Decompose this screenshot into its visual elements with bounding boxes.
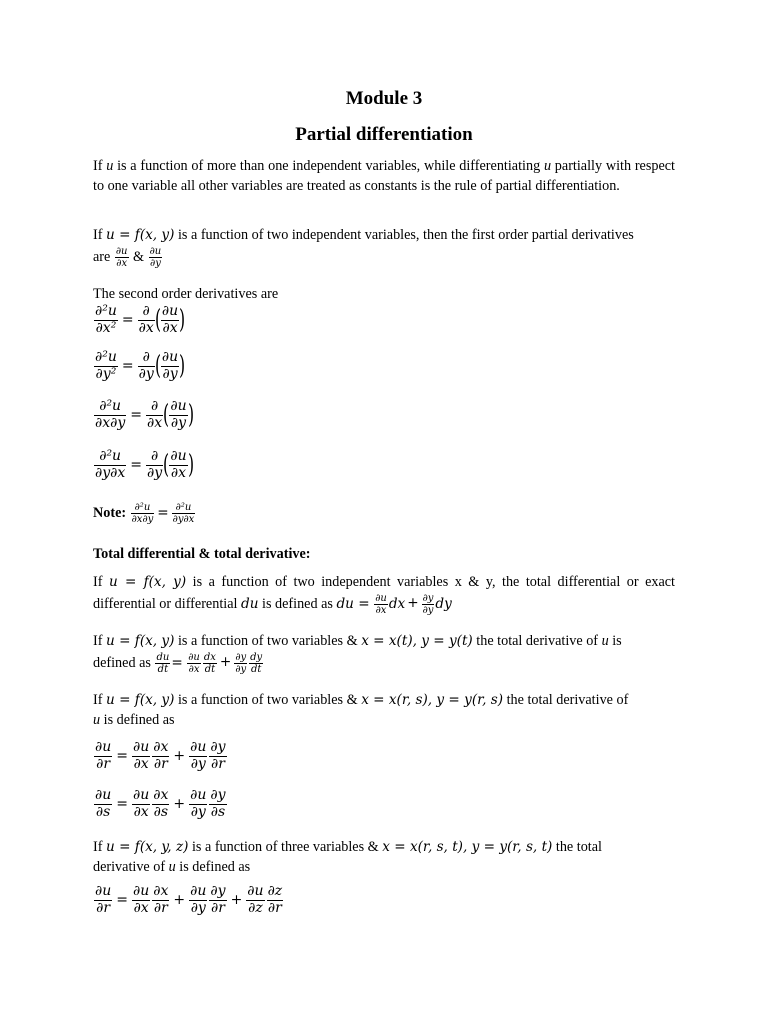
- page-title: Partial differentiation: [295, 124, 473, 145]
- chain-rule-s: $\frac{\partial u}{\partial s}$ = $\frac{\partial u}{\partial x}$ $\frac{\partial x}{\partial s}$ + $\frac{\partial u}{\partial y}$ $\frac{\partial y}{\partial s}$: [95, 787, 226, 820]
- second-order-label: The second order derivatives are: [93, 286, 279, 302]
- module-heading: Module 3: [345, 88, 423, 109]
- chain-rule-three-variables: $\frac{\partial u}{\partial r}$ = $\frac{\partial u}{\partial x}$ $\frac{\partial x}{\partial r}$ + $\frac{\partial u}{\partial y}$ $\frac{\partial y}{\partial r}$ + $\frac{\partial u}{\partial z}$ $\frac{\partial z}{\partial r}$: [95, 883, 283, 916]
- du-dx-fraction: $\frac{\partial u}{\partial x}$: [115, 245, 128, 269]
- total-differential-paragraph: If u = f(x, y) is a function of two independent variables x & y, the total differential or exact differential or differential du is defined as du = $\frac{\partial u}{\partial x}$ dx + $\frac{\partial y}{\partial y}$ dy: [93, 574, 676, 616]
- first-order-paragraph: If u = f(x, y) is a function of two independent variables, then the first order partial derivatives are $\frac{\partial u}{\partial x}$ & $\frac{\partial u}{\partial y}$: [93, 227, 634, 269]
- second-derivative-xx: $\frac{\text{∂²u}}{\text{∂x²}}$ = ∂ ∂x ( $\frac{\partial u}{\partial x}$ ): [95, 303, 186, 336]
- total-derivative-rs-paragraph: If u = f(x, y) is a function of two variables & x = x(r, s), y = y(r, s) the total derivative of u is defined as: [93, 692, 629, 728]
- note-line: Note: $\frac{\text{∂²u}}{\partial x\partial y}$ = $\frac{\text{∂²u}}{\partial y\partial x}$: [93, 502, 195, 526]
- chain-rule-r: $\frac{\partial u}{\partial r}$ = $\frac{\partial u}{\partial x}$ $\frac{\partial x}{\partial r}$ + $\frac{\partial u}{\partial y}$ $\frac{\partial y}{\partial r}$: [95, 739, 226, 772]
- second-derivative-yy: $\frac{\text{∂²u}}{\text{∂y²}}$ = ∂ ∂y ( $\frac{\partial u}{\partial y}$ ): [95, 349, 186, 382]
- second-derivative-yx: $\frac{\text{∂²u}}{\partial y\partial x}$ = ∂ ∂y ( $\frac{\partial u}{\partial x}$ ): [95, 448, 194, 481]
- second-derivative-xy: $\frac{\text{∂²u}}{\partial x\partial y}$ = ∂ ∂x ( $\frac{\partial u}{\partial y}$ ): [95, 398, 194, 431]
- intro-paragraph: If u is a function of more than one independent variables, while differentiating u partially with respect to one variable all other variables are treated as constants is the rule of partial differentiation.: [93, 158, 675, 194]
- total-derivative-t-paragraph: If u = f(x, y) is a function of two variables & x = x(t), y = y(t) the total derivative of u is defined as $\frac{du}{dt}$ = $\frac{\partial u}{\partial x}$ $\frac{dx}{dt}$ + $\frac{\partial y}{\partial y}$ $\frac{dy}{dt}$: [93, 633, 622, 675]
- section-heading-total: Total differential & total derivative:: [93, 546, 311, 562]
- three-variable-paragraph: If u = f(x, y, z) is a function of three variables & x = x(r, s, t), y = y(r, s, t) the total derivative of u is defined as: [93, 839, 602, 875]
- du-dy-fraction: $\frac{\partial u}{\partial y}$: [149, 245, 162, 269]
